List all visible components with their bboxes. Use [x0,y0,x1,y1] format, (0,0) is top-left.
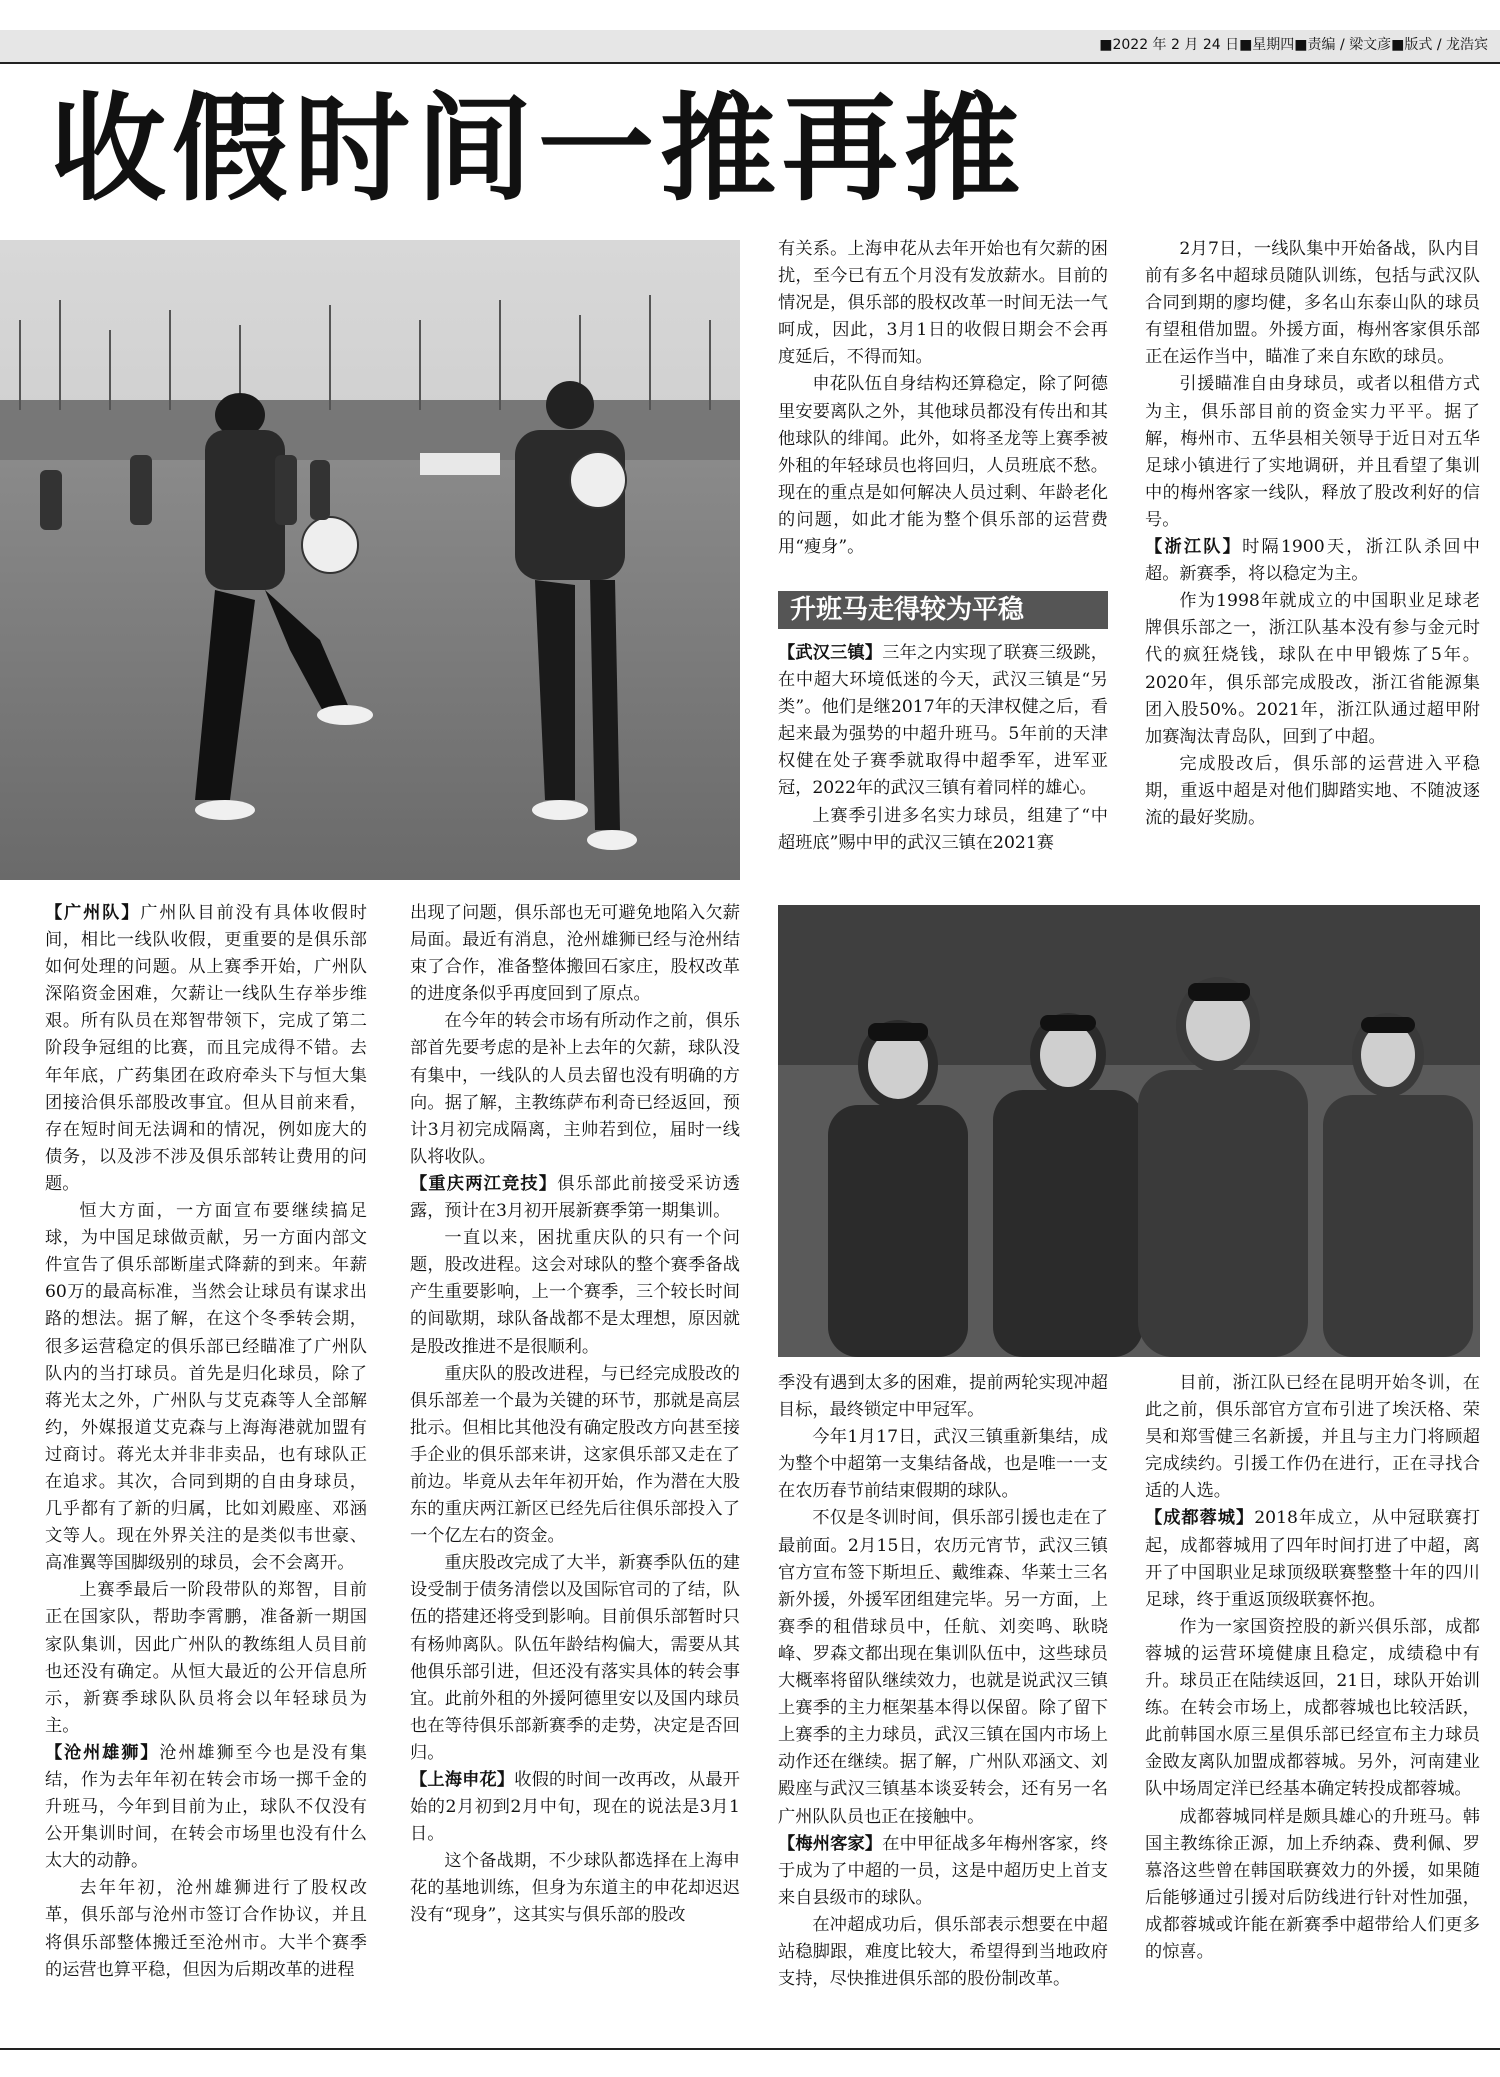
column-3-bottom [778,1370,1108,1993]
paragraph: 恒大方面，一方面宣布要继续搞足球，为中国足球做贡献，另一方面内部文件宣告了俱乐部断崖式降薪的到来。年薪60万的最高标准，当然会让球员有谋求出路的想法。据了解，在这个冬季转会期，很多运营稳定的俱乐部已经瞄准了广州队队内的当打球员。首先是归化球员，除了蒋光太之外，广州队与艾克森等人全部解约，外媒报道艾克森与上海海港就加盟有过商讨。蒋光太并非非卖品，也有球队正在追求。其次，合同到期的自由身球员，几乎都有了新的归属，比如刘殿座、邓涵文等人。现在外界关注的是类似韦世豪、高准翼等国脚级别的球员，会不会离开。 [45,1201,367,1574]
photo-training-juggling [0,240,740,880]
team-tag-cangzhou: 【沧州雄狮】 [45,1742,160,1763]
photo-training-run-image [778,905,1480,1357]
bottom-rule [0,2048,1500,2050]
paragraph: 引援瞄准自由身球员，或者以租借方式为主，俱乐部目前的资金实力平平。据了解，梅州市、五华县相关领导于近日对五华足球小镇进行了实地调研，并且看望了集训中的梅州客家一线队，释放了股改利好的信号。 [1145,374,1480,530]
paragraph: 申花队伍自身结构还算稳定，除了阿德里安要离队之外，其他球员都没有传出和其他球队的绯闻。此外，如将圣龙等上赛季被外租的年轻球员也将回归，人员班底不愁。现在的重点是如何解决人员过剩、年龄老化的问题，如此才能为整个俱乐部的运营费用“瘦身”。 [778,374,1108,558]
paragraph: 一直以来，困扰重庆队的只有一个问题，股改进程。这会对球队的整个赛季备战产生重要影响，上一个赛季，三个较长时间的间歇期，球队备战都不是太理想，原因就是股改推进不是很顺利。 [410,1228,740,1357]
team-tag-meizhou: 【梅州客家】 [778,1833,883,1854]
paragraph: 完成股改后，俱乐部的运营进入平稳期，重返中超是对他们脚踏实地、不随波逐流的最好奖励。 [1145,753,1480,828]
paragraph: 有关系。上海申花从去年开始也有欠薪的困扰，至今已有五个月没有发放薪水。目前的情况是，俱乐部的股权改革一时间无法一气呵成，因此，3月1日的收假日期会不会再度延后，不得而知。 [778,239,1108,368]
column-3-mid [778,640,1108,857]
paragraph: 时隔1900天，浙江队杀回中超。新赛季，将以稳定为主。 [1145,537,1480,585]
dateline: ■2022 年 2 月 24 日■星期四■责编 / 梁文彦■版式 / 龙浩宾 [1099,37,1488,53]
column-4-bottom [1145,1370,1480,1966]
team-tag-chongqing: 【重庆两江竞技】 [410,1173,558,1194]
masthead-bar [0,30,1500,64]
team-tag-chengdu: 【成都蓉城】 [1145,1508,1255,1529]
paragraph: 2月7日，一线队集中开始备战，队内目前有多名中超球员随队训练，包括与武汉队合同到期的廖均健，多名山东泰山队的球员有望租借加盟。外援方面，梅州客家俱乐部正在运作当中，瞄准了来自东欧的球员。 [1145,239,1480,368]
paragraph: 三年之内实现了联赛三级跳，在中超大环境低迷的今天，武汉三镇是“另类”。他们是继2017年的天津权健之后，看起来最为强势的中超升班马。5年前的天津权健在处子赛季就取得中超季军，进军亚冠，2022年的武汉三镇有着同样的雄心。 [778,643,1108,799]
paragraph: 季没有遇到太多的困难，提前两轮实现冲超目标，最终锁定中甲冠军。 [778,1373,1108,1421]
photo-training-run [778,905,1480,1357]
paragraph: 今年1月17日，武汉三镇重新集结，成为整个中超第一支集结备战，也是唯一一支在农历春节前结束假期的球队。 [778,1427,1108,1502]
team-tag-wuhan: 【武汉三镇】 [778,643,883,663]
team-tag-guangzhou: 【广州队】 [45,903,141,923]
photo-training-juggling-image [0,240,740,880]
paragraph: 上赛季引进多名实力球员，组建了“中超班底”赐中甲的武汉三镇在2021赛 [778,805,1108,853]
paragraph: 收假的时间一改再改，从最开始的2月初到2月中旬，现在的说法是3月1日。 [410,1770,740,1845]
paragraph: 作为1998年就成立的中国职业足球老牌俱乐部之一，浙江队基本没有参与金元时代的疯狂烧钱，球队在中甲锻炼了5年。2020年，俱乐部完成股改，浙江省能源集团入股50%。2021年，浙江队通过超甲附加赛淘汰青岛队，回到了中超。 [1145,591,1480,747]
paragraph: 目前，浙江队已经在昆明开始冬训，在此之前，俱乐部官方宣布引进了埃沃格、荣昊和郑雪健三名新援，并且与主力门将顾超完成续约。引援工作仍在进行，正在寻找合适的人选。 [1145,1373,1480,1502]
paragraph: 广州队目前没有具体收假时间，相比一线队收假，更重要的是俱乐部如何处理的问题。从上赛季开始，广州队深陷资金困难，欠薪让一线队生存举步维艰。所有队员在郑智带领下，完成了第二阶段争冠组的比赛，而且完成得不错。去年年底，广药集团在政府牵头下与恒大集团接洽俱乐部股改事宜。但从目前来看，存在短时间无法调和的情况，例如庞大的债务，以及涉不涉及俱乐部转让费用的问题。 [45,903,367,1194]
team-tag-zhejiang: 【浙江队】 [1145,537,1243,558]
paragraph: 上赛季最后一阶段带队的郑智，目前正在国家队，帮助李霄鹏，准备新一期国家队集训，因此广州队的教练组人员目前也还没有确定。从恒大最近的公开信息所示，新赛季球队队员将会以年轻球员为主。 [45,1580,367,1736]
paragraph: 成都蓉城同样是颇具雄心的升班马。韩国主教练徐正源，加上乔纳森、费利佩、罗慕洛这些曾在韩国联赛效力的外援，如果随后能够通过引援对后防线进行针对性加强，成都蓉城或许能在新赛季中超带给人们更多的惊喜。 [1145,1806,1480,1962]
paragraph: 在今年的转会市场有所动作之前，俱乐部首先要考虑的是补上去年的欠薪，球队没有集中，一线队的人员去留也没有明确的方向。据了解，主教练萨布利奇已经返回，预计3月初完成隔离，主帅若到位，届时一线队将收队。 [410,1011,740,1167]
headline: 收假时间一推再推 [50,82,1026,217]
column-1 [45,900,367,1984]
paragraph: 不仅是冬训时间，俱乐部引援也走在了最前面。2月15日，农历元宵节，武汉三镇官方宣布签下斯坦丘、戴维森、华莱士三名新外援，外援军团组建完毕。另一方面，上赛季的租借球员中，任航、刘奕鸣、耿晓峰、罗森文都出现在集训队伍中，这些球员大概率将留队继续效力，也就是说武汉三镇上赛季的主力框架基本得以保留。除了留下上赛季的主力球员，武汉三镇在国内市场上动作还在继续。据了解，广州队邓涵文、刘殿座与武汉三镇基本谈妥转会，还有另一名广州队队员也正在接触中。 [778,1508,1108,1827]
paragraph: 作为一家国资控股的新兴俱乐部，成都蓉城的运营环境健康且稳定，成绩稳中有升。球员正在陆续返回，21日，球队开始训练。在转会市场上，成都蓉城也比较活跃，此前韩国水原三星俱乐部已经宣布主力球员金敃友离队加盟成都蓉城。另外，河南建业队中场周定洋已经基本确定转投成都蓉城。 [1145,1616,1480,1800]
paragraph: 在中甲征战多年梅州客家，终于成为了中超的一员，这是中超历史上首支来自县级市的球队。 [778,1833,1108,1908]
section-subhead: 升班马走得较为平稳 [778,591,1108,629]
paragraph: 沧州雄狮至今也是没有集结，作为去年年初在转会市场一掷千金的升班马，今年到目前为止，球队不仅没有公开集训时间，在转会市场里也没有什么太大的动静。 [45,1742,367,1872]
paragraph: 这个备战期，不少球队都选择在上海申花的基地训练，但身为东道主的申花却迟迟没有“现身”，这其实与俱乐部的股改 [410,1851,740,1926]
paragraph: 在冲超成功后，俱乐部表示想要在中超站稳脚跟，难度比较大，希望得到当地政府支持，尽快推进俱乐部的股份制改革。 [778,1914,1108,1990]
column-3-top [778,236,1108,561]
team-tag-shanghai: 【上海申花】 [410,1770,515,1790]
paragraph: 重庆队的股改进程，与已经完成股改的俱乐部差一个最为关键的环节，那就是高层批示。但相比其他没有确定股改方向甚至接手企业的俱乐部来讲，这家俱乐部又走在了前边。毕竟从去年年初开始，作为潜在大股东的重庆两江新区已经先后往俱乐部投入了一个亿左右的资金。 [410,1363,740,1547]
paragraph: 出现了问题，俱乐部也无可避免地陷入欠薪局面。最近有消息，沧州雄狮已经与沧州结束了合作，准备整体搬回石家庄，股权改革的进度条似乎再度回到了原点。 [410,903,740,1005]
paragraph: 重庆股改完成了大半，新赛季队伍的建设受制于债务清偿以及国际官司的了结，队伍的搭建还将受到影响。目前俱乐部暂时只有杨帅离队。队伍年龄结构偏大，需要从其他俱乐部引进，但还没有落实具体的转会事宜。此前外租的外援阿德里安以及国内球员也在等待俱乐部新赛季的走势，决定是否回归。 [410,1553,740,1763]
paragraph: 俱乐部此前接受采访透露，预计在3月初开展新赛季第一期集训。 [410,1173,740,1222]
paragraph: 去年年初，沧州雄狮进行了股权改革，俱乐部与沧州市签订合作协议，并且将俱乐部整体搬迁至沧州市。大半个赛季的运营也算平稳，但因为后期改革的进程 [45,1878,367,1980]
column-4-top [1145,236,1480,832]
paragraph: 2018年成立，从中冠联赛打起，成都蓉城用了四年时间打进了中超，离开了中国职业足球顶级联赛整整十年的四川足球，终于重返顶级联赛怀抱。 [1145,1508,1480,1610]
column-2 [410,900,740,1930]
